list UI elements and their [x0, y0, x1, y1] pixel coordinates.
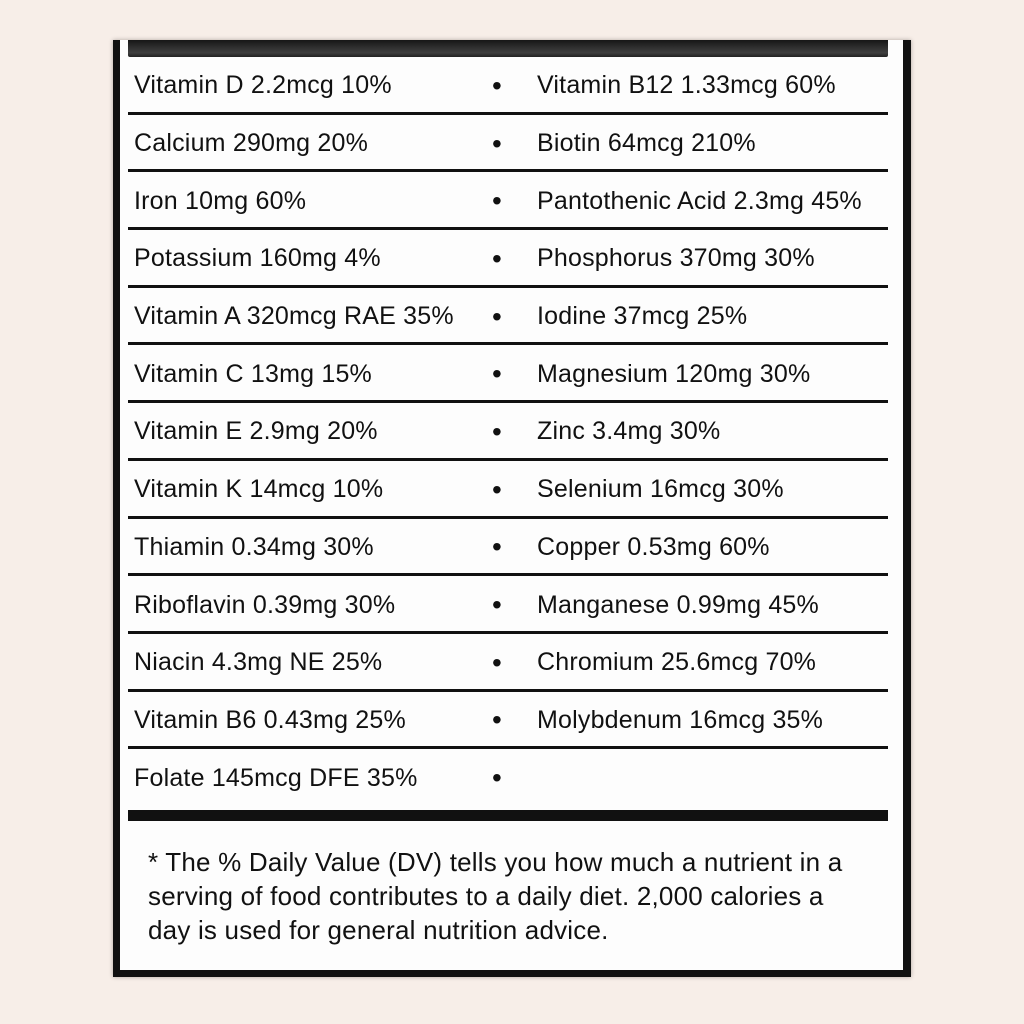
nutrient-left: Iron 10mg 60% [134, 186, 307, 215]
nutrient-left: Folate 145mcg DFE 35% [134, 763, 418, 792]
nutrient-left: Vitamin B6 0.43mg 25% [134, 705, 406, 734]
nutrient-row [120, 461, 903, 519]
nutrient-right: Iodine 37mcg 25% [537, 302, 748, 331]
nutrient-left: Vitamin K 14mcg 10% [134, 475, 384, 504]
nutrient-row [120, 115, 903, 173]
nutrient-left: Thiamin 0.34mg 30% [134, 532, 374, 561]
nutrient-right: Molybdenum 16mcg 35% [537, 705, 824, 734]
top-thick-bar [128, 40, 888, 57]
bullet-icon: • [491, 69, 502, 101]
nutrient-right: Vitamin B12 1.33mcg 60% [537, 71, 836, 100]
nutrient-right: Chromium 25.6mcg 70% [537, 648, 817, 677]
nutrient-right: Zinc 3.4mg 30% [537, 417, 721, 446]
nutrient-row [120, 576, 903, 634]
bullet-icon: • [491, 762, 502, 794]
nutrient-left: Vitamin D 2.2mcg 10% [134, 71, 392, 100]
bullet-icon: • [491, 358, 502, 390]
nutrient-row [120, 288, 903, 346]
nutrient-row [120, 749, 903, 807]
nutrient-row [120, 57, 903, 115]
bullet-icon: • [491, 242, 502, 274]
nutrient-right: Magnesium 120mg 30% [537, 359, 811, 388]
nutrient-left: Calcium 290mg 20% [134, 129, 369, 158]
nutrient-row [120, 634, 903, 692]
bullet-icon: • [491, 300, 502, 332]
nutrient-row [120, 692, 903, 750]
bullet-icon: • [491, 127, 502, 159]
nutrient-right: Selenium 16mcg 30% [537, 475, 784, 504]
nutrient-left: Potassium 160mg 4% [134, 244, 381, 273]
section-divider-bar [128, 810, 888, 821]
nutrient-right: Phosphorus 370mg 30% [537, 244, 815, 273]
nutrient-row [120, 403, 903, 461]
nutrient-left: Vitamin A 320mcg RAE 35% [134, 302, 454, 331]
nutrition-label [113, 40, 911, 977]
bullet-icon: • [491, 704, 502, 736]
nutrient-left: Vitamin C 13mg 15% [134, 359, 372, 388]
nutrient-left: Riboflavin 0.39mg 30% [134, 590, 396, 619]
nutrient-left: Niacin 4.3mg NE 25% [134, 648, 383, 677]
nutrient-right: Biotin 64mcg 210% [537, 129, 756, 158]
nutrient-right: Pantothenic Acid 2.3mg 45% [537, 186, 862, 215]
nutrient-row [120, 172, 903, 230]
nutrient-row [120, 345, 903, 403]
nutrient-rows [120, 57, 903, 807]
nutrient-row [120, 519, 903, 577]
bullet-icon: • [491, 589, 502, 621]
bullet-icon: • [491, 531, 502, 563]
nutrient-row [120, 230, 903, 288]
bullet-icon: • [491, 415, 502, 447]
bullet-icon: • [491, 185, 502, 217]
bullet-icon: • [491, 646, 502, 678]
nutrient-left: Vitamin E 2.9mg 20% [134, 417, 378, 446]
nutrient-right: Copper 0.53mg 60% [537, 532, 770, 561]
bullet-icon: • [491, 473, 502, 505]
nutrient-right: Manganese 0.99mg 45% [537, 590, 819, 619]
footnote-text: * The % Daily Value (DV) tells you how much a nutrient in a serving of food contributes to a daily diet. 2,000 calories a day is used for general nutrition advice. [148, 846, 843, 945]
